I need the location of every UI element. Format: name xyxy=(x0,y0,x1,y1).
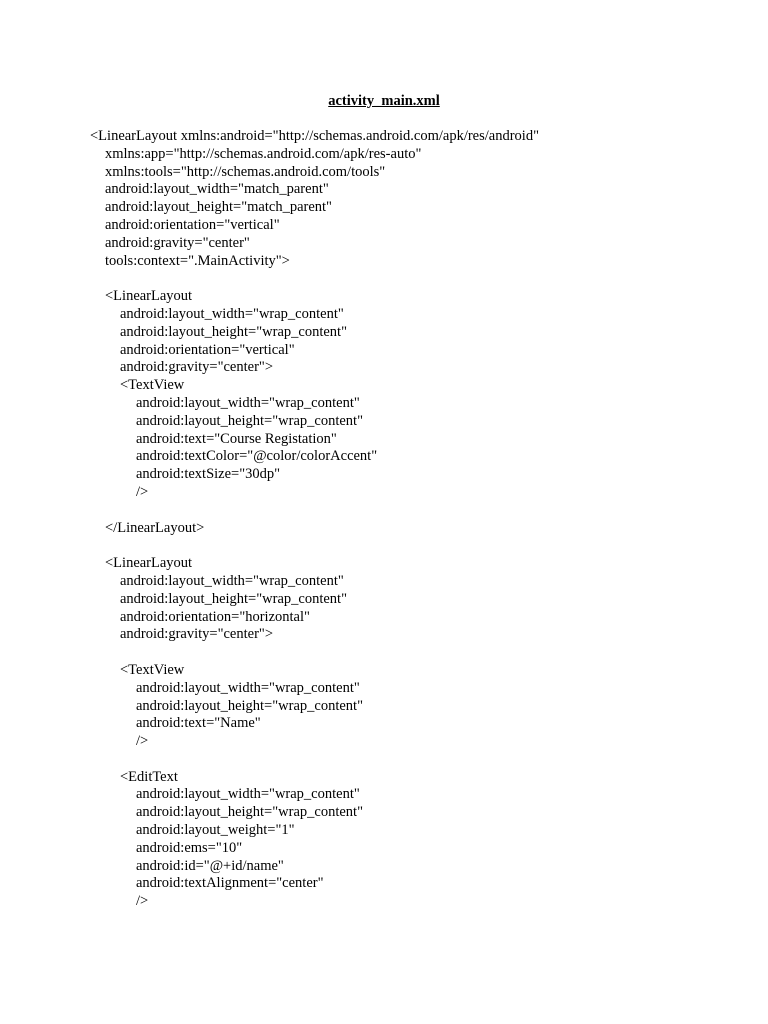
code-line: <TextView xyxy=(120,377,185,394)
code-line: android:layout_height="wrap_content" xyxy=(136,697,363,714)
code-line: android:layout_height="wrap_content" xyxy=(120,590,347,607)
code-line: /> xyxy=(136,483,149,500)
code-line: android:gravity="center"> xyxy=(120,359,274,376)
document-title: activity_main.xml xyxy=(328,93,440,109)
xml-code-block xyxy=(0,128,768,911)
code-line: <LinearLayout xyxy=(105,288,193,305)
code-line: android:layout_width="wrap_content" xyxy=(136,679,360,696)
code-line: xmlns:app="http://schemas.android.com/apk/res-auto" xyxy=(105,145,422,162)
code-line: android:layout_weight="1" xyxy=(136,822,295,839)
code-line: android:ems="10" xyxy=(136,839,243,856)
code-line: android:layout_width="wrap_content" xyxy=(120,572,344,589)
code-line: <LinearLayout xyxy=(105,555,193,572)
code-line: android:id="@+id/name" xyxy=(136,857,284,874)
blank-line xyxy=(0,644,768,662)
code-line: android:orientation="horizontal" xyxy=(120,608,310,625)
code-line: tools:context=".MainActivity"> xyxy=(105,252,290,269)
code-line: android:layout_height="match_parent" xyxy=(105,199,332,216)
code-line: </LinearLayout> xyxy=(105,519,205,536)
blank-line xyxy=(0,751,768,769)
blank-line xyxy=(0,502,768,520)
code-line: <TextView xyxy=(120,661,185,678)
code-line: android:layout_width="wrap_content" xyxy=(120,305,344,322)
code-line: android:text="Name" xyxy=(136,715,261,732)
code-line: /> xyxy=(136,893,149,910)
code-line: android:layout_width="match_parent" xyxy=(105,181,329,198)
code-line: android:text="Course Registation" xyxy=(136,430,337,447)
code-line: xmlns:tools="http://schemas.android.com/tools" xyxy=(105,163,386,180)
code-line: android:layout_width="wrap_content" xyxy=(136,394,360,411)
code-line: android:layout_height="wrap_content" xyxy=(120,323,347,340)
code-line: <EditText xyxy=(120,768,178,785)
code-line: android:layout_height="wrap_content" xyxy=(136,412,363,429)
code-line: android:textAlignment="center" xyxy=(136,875,324,892)
code-line: android:gravity="center"> xyxy=(120,626,274,643)
code-line: android:gravity="center" xyxy=(105,234,250,251)
code-line: /> xyxy=(136,733,149,750)
code-line: android:textColor="@color/colorAccent" xyxy=(136,448,378,465)
code-line: android:orientation="vertical" xyxy=(105,216,280,233)
blank-line xyxy=(0,537,768,555)
code-line: android:layout_width="wrap_content" xyxy=(136,786,360,803)
blank-line xyxy=(0,270,768,288)
code-line: android:orientation="vertical" xyxy=(120,341,295,358)
code-line: android:layout_height="wrap_content" xyxy=(136,804,363,821)
code-line: <LinearLayout xmlns:android="http://schemas.android.com/apk/res/android" xyxy=(90,128,539,144)
code-line: android:textSize="30dp" xyxy=(136,466,281,483)
